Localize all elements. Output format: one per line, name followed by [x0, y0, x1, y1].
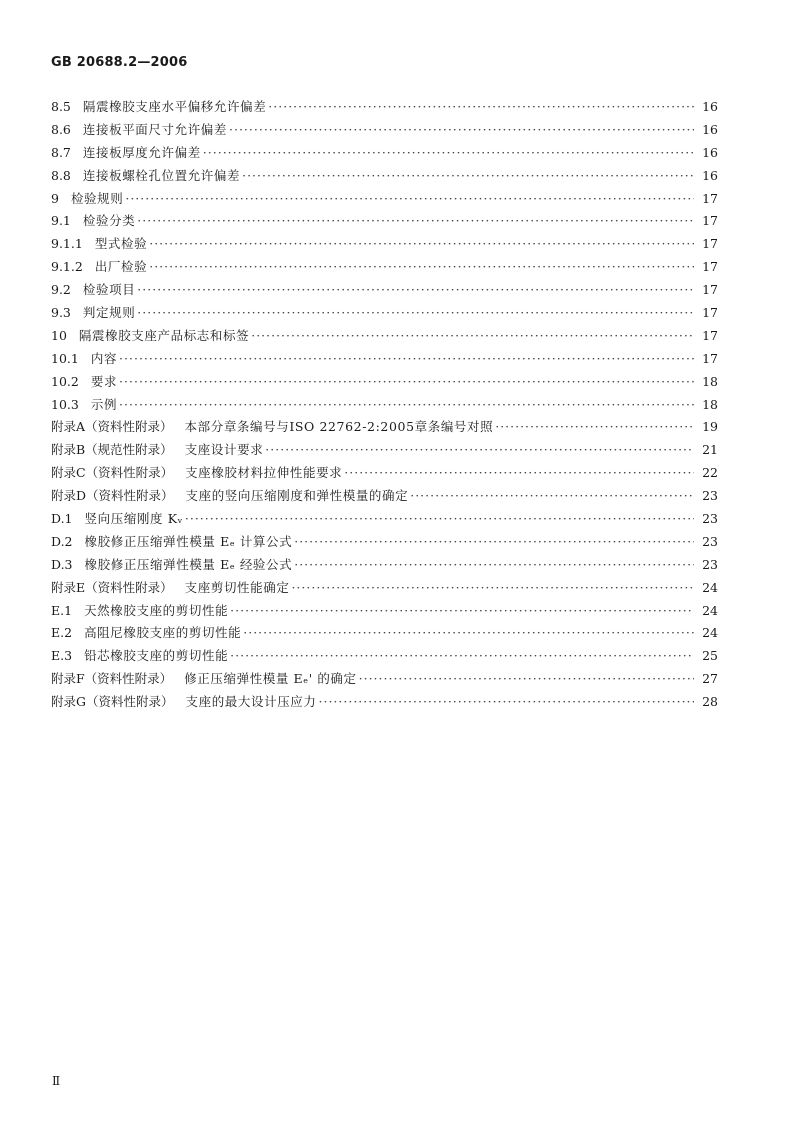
- toc-entry-title: 橡胶修正压缩弹性模量 Eₑ 经验公式: [84, 556, 293, 572]
- toc-entry-number: 附录C（资料性附录）: [51, 465, 174, 481]
- toc-entry-number: 8.8: [51, 167, 71, 183]
- dot-leader: [149, 259, 694, 274]
- toc-entry-number: 9.1: [51, 213, 71, 229]
- toc-entry-page: 18: [702, 396, 718, 412]
- toc-entry-page: 17: [702, 236, 718, 252]
- toc-entry-title: 支座橡胶材料拉伸性能要求: [185, 465, 343, 481]
- toc-entry-number: 10.2: [51, 373, 79, 389]
- dot-leader: [149, 236, 694, 251]
- toc-entry-number: 9.2: [51, 282, 71, 298]
- toc-entry-number: 8.5: [51, 99, 71, 114]
- toc-entry[interactable]: [51, 623, 718, 646]
- toc-entry-number: 附录A（资料性附录）: [51, 419, 173, 435]
- table-of-contents: [51, 97, 718, 715]
- toc-entry-title: 本部分章条编号与ISO 22762-2:2005章条编号对照: [184, 419, 494, 435]
- toc-entry[interactable]: [51, 395, 718, 418]
- dot-leader: [137, 305, 694, 320]
- toc-entry-title: 内容: [90, 350, 118, 366]
- toc-entry-title: 出厂检验: [94, 259, 148, 275]
- toc-entry-number: D.1: [51, 511, 73, 527]
- toc-entry-page: 17: [702, 282, 718, 298]
- toc-entry-number: 附录F（资料性附录）: [51, 671, 173, 687]
- toc-entry-number: 10.1: [51, 350, 79, 366]
- toc-entry-number: 9: [51, 190, 59, 206]
- toc-entry-title: 支座的竖向压缩刚度和弹性模量的确定: [185, 488, 409, 504]
- toc-entry-title: 示例: [90, 396, 118, 412]
- toc-entry-number: 附录D（资料性附录）: [51, 488, 174, 504]
- toc-entry-title: 检验分类: [82, 213, 136, 229]
- toc-entry[interactable]: [51, 303, 718, 326]
- toc-entry-page: 21: [702, 442, 718, 458]
- page-number: Ⅱ: [52, 1074, 61, 1088]
- toc-entry[interactable]: [51, 532, 718, 555]
- toc-entry-title: 连接板厚度允许偏差: [82, 144, 201, 160]
- dot-leader: [230, 603, 694, 618]
- toc-entry[interactable]: [51, 280, 718, 303]
- dot-leader: [230, 648, 694, 663]
- toc-entry[interactable]: [51, 601, 718, 624]
- toc-entry[interactable]: [51, 257, 718, 280]
- dot-leader: [495, 419, 694, 434]
- toc-entry-title: 检验项目: [82, 282, 136, 298]
- toc-entry[interactable]: [51, 486, 718, 509]
- toc-entry-page: 25: [702, 648, 718, 664]
- toc-entry[interactable]: [51, 234, 718, 257]
- toc-entry-title: 高阻尼橡胶支座的剪切性能: [84, 625, 242, 641]
- dot-leader: [125, 191, 694, 206]
- toc-entry[interactable]: [51, 326, 718, 349]
- toc-entry-number: 附录B（规范性附录）: [51, 442, 173, 458]
- dot-leader: [291, 580, 694, 595]
- toc-entry[interactable]: [51, 692, 718, 715]
- toc-entry[interactable]: [51, 120, 718, 143]
- toc-entry[interactable]: [51, 440, 718, 463]
- dot-leader: [344, 465, 694, 480]
- toc-entry[interactable]: [51, 417, 718, 440]
- toc-entry[interactable]: [51, 372, 718, 395]
- toc-entry-title: 隔震橡胶支座产品标志和标签: [78, 327, 250, 343]
- dot-leader: [242, 168, 694, 183]
- toc-entry-title: 连接板螺栓孔位置允许偏差: [82, 167, 241, 183]
- toc-entry-title: 竖向压缩刚度 Kᵥ: [84, 511, 183, 527]
- toc-entry[interactable]: [51, 349, 718, 372]
- toc-entry-page: 23: [702, 556, 718, 572]
- toc-entry-number: 10.3: [51, 396, 79, 412]
- dot-leader: [359, 671, 694, 686]
- toc-entry[interactable]: [51, 555, 718, 578]
- toc-entry-title: 支座剪切性能确定: [184, 579, 290, 595]
- dot-leader: [185, 511, 694, 526]
- toc-entry-number: 附录G（资料性附录）: [51, 694, 174, 710]
- dot-leader: [243, 625, 694, 640]
- toc-entry-page: 17: [702, 190, 718, 206]
- toc-entry[interactable]: [51, 166, 718, 189]
- toc-entry-title: 隔震橡胶支座水平偏移允许偏差: [82, 99, 267, 114]
- toc-entry-page: 16: [702, 167, 718, 183]
- toc-entry-page: 23: [702, 533, 718, 549]
- toc-entry[interactable]: [51, 509, 718, 532]
- toc-entry[interactable]: [51, 578, 718, 601]
- toc-entry-title: 天然橡胶支座的剪切性能: [84, 602, 229, 618]
- dot-leader: [137, 213, 694, 228]
- toc-entry-number: 9.3: [51, 305, 71, 321]
- toc-entry[interactable]: [51, 211, 718, 234]
- document-id: GB 20688.2—2006: [51, 55, 188, 70]
- toc-entry-page: 16: [702, 121, 718, 137]
- toc-entry[interactable]: [51, 646, 718, 669]
- toc-entry-page: 27: [702, 671, 718, 687]
- dot-leader: [294, 534, 694, 549]
- toc-entry-page: 24: [702, 579, 718, 595]
- toc-entry-title: 修正压缩弹性模量 Eₑ' 的确定: [184, 671, 357, 687]
- toc-entry-page: 17: [702, 213, 718, 229]
- toc-entry[interactable]: [51, 189, 718, 212]
- toc-entry-number: 9.1.2: [51, 259, 83, 275]
- toc-entry-number: D.2: [51, 533, 73, 549]
- toc-entry-page: 28: [702, 694, 718, 710]
- toc-entry-number: 8.6: [51, 121, 71, 137]
- dot-leader: [119, 374, 694, 389]
- dot-leader: [251, 328, 694, 343]
- toc-entry-page: 23: [702, 488, 718, 504]
- toc-entry-page: 24: [702, 625, 718, 641]
- dot-leader: [410, 488, 694, 503]
- dot-leader: [265, 442, 694, 457]
- toc-entry-page: 17: [702, 305, 718, 321]
- toc-entry-page: 19: [702, 419, 718, 435]
- toc-entry-page: 22: [702, 465, 718, 481]
- dot-leader: [137, 282, 694, 297]
- dot-leader: [268, 99, 694, 114]
- toc-entry-number: E.2: [51, 625, 73, 641]
- toc-entry[interactable]: [51, 97, 718, 120]
- toc-entry[interactable]: [51, 669, 718, 692]
- toc-entry-page: 16: [702, 99, 718, 114]
- toc-entry-page: 17: [702, 259, 718, 275]
- toc-entry-number: 附录E（资料性附录）: [51, 579, 173, 595]
- toc-entry-number: 10: [51, 327, 67, 343]
- toc-entry-title: 检验规则: [70, 190, 124, 206]
- toc-entry-page: 18: [702, 373, 718, 389]
- toc-entry-page: 23: [702, 511, 718, 527]
- toc-entry[interactable]: [51, 463, 718, 486]
- toc-entry-page: 17: [702, 327, 718, 343]
- dot-leader: [229, 122, 694, 137]
- dot-leader: [294, 557, 694, 572]
- toc-entry-number: D.3: [51, 556, 73, 572]
- toc-entry-title: 橡胶修正压缩弹性模量 Eₑ 计算公式: [84, 533, 293, 549]
- toc-entry-title: 判定规则: [82, 305, 136, 321]
- toc-entry-page: 24: [702, 602, 718, 618]
- toc-entry-title: 型式检验: [94, 236, 148, 252]
- toc-entry-title: 支座设计要求: [184, 442, 264, 458]
- dot-leader: [203, 145, 694, 160]
- toc-entry-number: E.3: [51, 648, 73, 664]
- dot-leader: [319, 694, 694, 709]
- toc-entry[interactable]: [51, 143, 718, 166]
- dot-leader: [119, 351, 694, 366]
- toc-entry-page: 16: [702, 144, 718, 160]
- toc-entry-title: 连接板平面尺寸允许偏差: [82, 121, 227, 137]
- toc-entry-title: 铅芯橡胶支座的剪切性能: [84, 648, 229, 664]
- toc-entry-title: 要求: [90, 373, 118, 389]
- toc-entry-page: 17: [702, 350, 718, 366]
- dot-leader: [119, 397, 694, 412]
- toc-entry-number: 9.1.1: [51, 236, 83, 252]
- toc-entry-number: E.1: [51, 602, 73, 618]
- toc-entry-number: 8.7: [51, 144, 71, 160]
- toc-entry-title: 支座的最大设计压应力: [185, 694, 317, 710]
